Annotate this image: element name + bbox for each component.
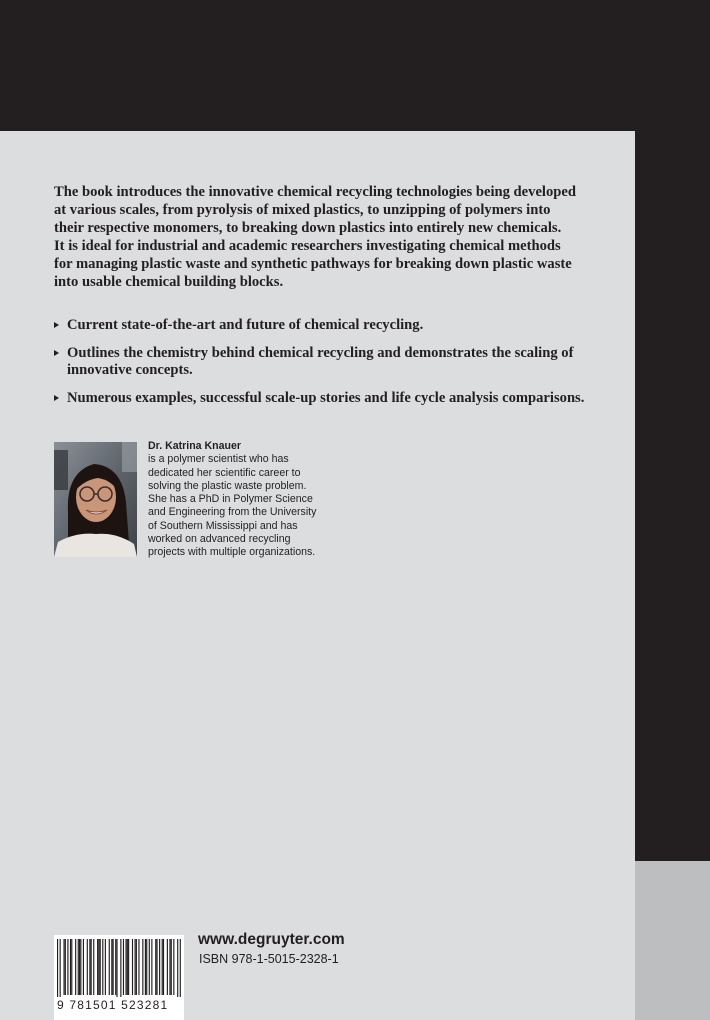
barcode-bar [93,939,94,995]
barcode-digits: 9 781501 523281 [57,998,169,1012]
author-name: Dr. Katrina Knauer [148,440,242,452]
description-line: for managing plastic waste and synthetic pathways for breaking down plastic waste [54,256,572,272]
barcode-bar [67,939,68,995]
publisher-website[interactable]: www.degruyter.com [198,931,345,948]
barcode-bar [155,939,156,995]
barcode-bar [120,939,121,997]
description-line: their respective monomers, to breaking down plastics into entirely new chemicals. [54,220,562,236]
barcode-bars [57,939,181,997]
bio-line: of Southern Mississippi and has [148,519,298,532]
feature-item [54,390,614,407]
barcode-bar [159,939,160,995]
barcode-bar [115,939,116,995]
description-line: into usable chemical building blocks. [54,274,284,290]
feature-list [54,317,614,418]
barcode-bar [60,939,61,997]
barcode-bar [70,939,71,995]
barcode-bar [132,939,133,995]
barcode-bar [71,939,72,995]
barcode-bar [113,939,114,995]
feature-text: Numerous examples, successful scale-up stories and life cycle analysis comparisons. [67,390,585,406]
background-right-dark [635,131,710,861]
barcode-bar [63,939,64,995]
barcode-bar [98,939,99,995]
barcode-bar [97,939,98,995]
barcode-bar [167,939,168,995]
barcode-bar [169,939,170,995]
barcode-bar [75,939,76,995]
author-bio [148,440,368,560]
bio-line: dedicated her scientific career to [148,466,301,479]
description-line: It is ideal for industrial and academic researchers investigating chemical methods [54,238,561,254]
barcode-bar [142,939,143,995]
barcode-bar [151,939,152,995]
barcode-bar [127,939,128,995]
bio-line: and Engineering from the University [148,506,317,519]
barcode-bar [89,939,90,995]
feature-item [54,317,614,334]
barcode-bar [163,939,164,995]
barcode-bar [123,939,124,995]
triangle-bullet-icon [54,395,59,401]
background-right-light [635,861,710,1020]
feature-item [54,345,614,379]
barcode-bar [65,939,66,995]
barcode-bar [102,939,103,995]
isbn-number: ISBN 978-1-5015-2328-1 [199,952,339,966]
barcode-bar [91,939,92,995]
barcode-bar [100,939,101,995]
barcode-bar [156,939,157,995]
barcode-bar [105,939,106,995]
bio-line: projects with multiple organizations. [148,546,316,559]
barcode-bar [87,939,88,995]
isbn-barcode [54,935,184,1020]
book-description [54,183,594,291]
feature-text: Current state-of-the-art and future of chemical recycling. [67,317,424,333]
barcode-bar [173,939,174,995]
bio-line: is a polymer scientist who has [148,453,289,466]
barcode-bar [135,939,136,995]
barcode-bar [146,939,147,995]
bio-line: solving the plastic waste problem. [148,479,307,492]
barcode-bar [57,939,58,997]
feature-text: Outlines the chemistry behind chemical recycling and demonstrates the scaling of [67,345,574,361]
background-top [0,0,710,131]
barcode-bar [162,939,163,995]
author-photo [54,442,137,557]
barcode-bar [111,939,112,995]
barcode-bar [79,939,80,995]
bio-line: She has a PhD in Polymer Science [148,493,313,506]
barcode-bar [78,939,79,995]
description-line: The book introduces the innovative chemical recycling technologies being developed [54,184,576,200]
barcode-bar [180,939,181,997]
barcode-bar [116,939,117,997]
barcode-bar [109,939,110,995]
barcode-bar [138,939,139,995]
author-portrait-illustration [54,442,137,557]
triangle-bullet-icon [54,322,59,328]
barcode-bar [171,939,172,995]
bio-line: worked on advanced recycling [148,533,291,546]
barcode-bar [177,939,178,997]
description-line: at various scales, from pyrolysis of mixed plastics, to unzipping of polymers into [54,202,551,218]
back-cover [0,131,635,1020]
feature-text: innovative concepts. [67,362,193,378]
triangle-bullet-icon [54,350,59,356]
barcode-bar [128,939,129,995]
barcode-bar [80,939,81,995]
barcode-bar [125,939,126,995]
barcode-bar [83,939,84,995]
barcode-bar [149,939,150,995]
barcode-bar [136,939,137,995]
barcode-bar [145,939,146,995]
